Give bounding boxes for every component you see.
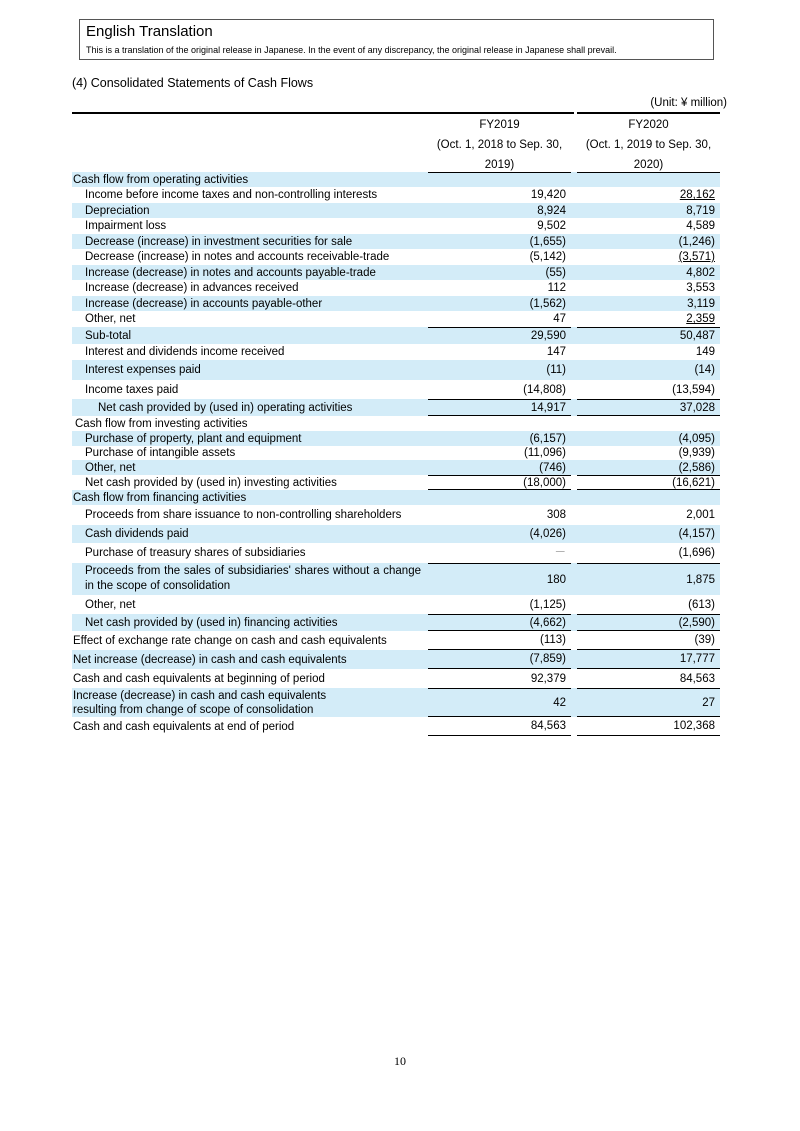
table-row: Increase (decrease) in accounts payable-other (1,562) 3,119 <box>72 296 720 311</box>
table-row: Interest and dividends income received 147 149 <box>85 346 715 358</box>
subtotal-row: Sub-total 29,590 50,487 <box>72 327 720 344</box>
column-header-fy2020: FY2020 (Oct. 1, 2019 to Sep. 30, 2020) <box>585 119 712 171</box>
table-row: Increase (decrease) in cash and cash equivalents resulting from change of scope of consolidation 42 27 <box>72 688 720 717</box>
table-row: Increase (decrease) in notes and accounts payable-trade (55) 4,802 <box>72 265 720 280</box>
section-financing: Cash flow from financing activities <box>72 490 720 505</box>
table-row: Depreciation 8,924 8,719 <box>72 203 720 218</box>
table-row: Net increase (decrease) in cash and cash equivalents (7,859) 17,777 <box>72 650 720 669</box>
banner-title: English Translation <box>86 23 213 40</box>
table-row: Increase (decrease) in advances received 112 3,553 <box>85 282 715 294</box>
table-row: Proceeds from share issuance to non-controlling shareholders 308 2,001 <box>85 509 715 521</box>
column-header-fy2019: FY2019 (Oct. 1, 2018 to Sep. 30, 2019) <box>436 119 563 171</box>
net-operating-row: Net cash provided by (used in) operating activities 14,917 37,028 <box>72 399 720 416</box>
table-row: Cash and cash equivalents at beginning of period 92,379 84,563 <box>73 672 715 685</box>
section-operating: Cash flow from operating activities <box>72 172 720 187</box>
table-row: Other, net (1,125) (613) <box>85 598 715 611</box>
table-row: Purchase of property, plant and equipment (6,157) (4,095) <box>72 431 720 446</box>
ending-cash-row: Cash and cash equivalents at end of period 84,563 102,368 <box>72 717 720 736</box>
table-row: Purchase of treasury shares of subsidiaries － (1,696) <box>85 547 715 559</box>
table-row: Income taxes paid (14,808) (13,594) <box>85 383 715 396</box>
translation-banner <box>79 19 714 60</box>
section-title: (4) Consolidated Statements of Cash Flows <box>72 76 314 90</box>
table-top-rule-right <box>577 112 720 114</box>
page-number: 10 <box>394 1054 406 1068</box>
table-top-rule <box>72 112 574 114</box>
table-row: Interest expenses paid (11) (14) <box>72 360 720 380</box>
net-financing-row: Net cash provided by (used in) financing activities (4,662) (2,590) <box>72 614 720 631</box>
banner-note: This is a translation of the original release in Japanese. In the event of any discrepancy, the original release in Japanese shall prevail. <box>86 45 617 55</box>
table-row: Purchase of intangible assets (11,096) (9,939) <box>85 447 715 459</box>
table-row: Decrease (increase) in notes and accounts receivable-trade (5,142) (3,571) <box>85 251 715 263</box>
table-row: Proceeds from the sales of subsidiaries' shares without a change in the scope of consolidation 180 1,875 <box>72 563 720 595</box>
table-row: Impairment loss 9,502 4,589 <box>85 220 715 232</box>
table-row: Other, net (746) (2,586) <box>72 460 720 475</box>
table-row: Effect of exchange rate change on cash and cash equivalents (113) (39) <box>72 631 720 650</box>
table-row: Other, net 47 2,359 <box>85 313 715 325</box>
section-investing: Cash flow from investing activities <box>75 417 248 430</box>
net-investing-row: Net cash provided by (used in) investing activities (18,000) (16,621) <box>72 475 720 490</box>
table-row: Decrease (increase) in investment securities for sale (1,655) (1,246) <box>72 234 720 249</box>
cash-flow-table <box>72 172 720 736</box>
table-row: Income before income taxes and non-controlling interests 19,420 28,162 <box>85 189 715 201</box>
unit-label: (Unit: ¥ million) <box>650 97 727 109</box>
table-row: Cash dividends paid (4,026) (4,157) <box>72 525 720 543</box>
